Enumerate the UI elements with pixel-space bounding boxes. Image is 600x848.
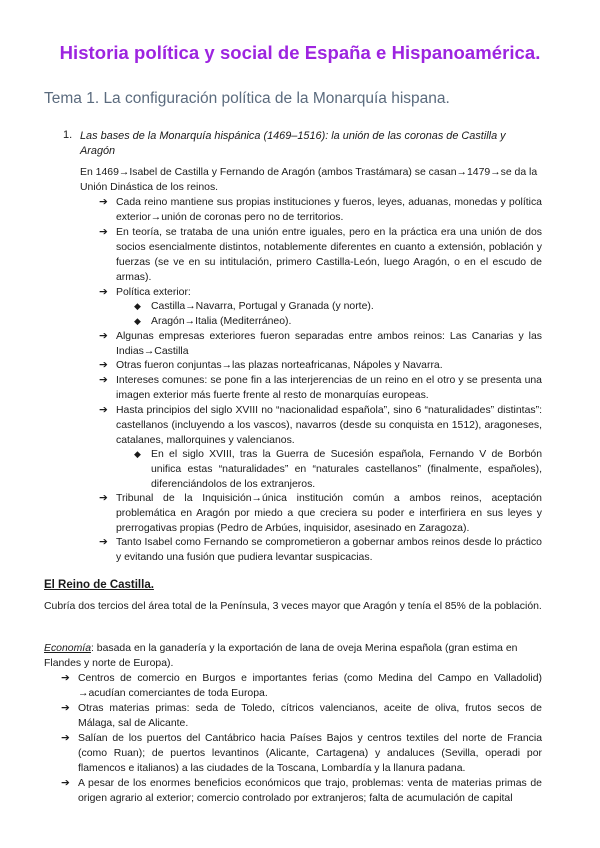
document-title: Historia política y social de España e Hispanoamérica. <box>59 42 541 63</box>
bullet-item: A pesar de los enormes beneficios económicos que trajo, problemas: venta de materias primas de origen agrario al exterior; comercio controlado por extranjeros; falta de acumulación de capital <box>78 778 542 804</box>
bullet-arrow-icon: ➔ <box>61 777 70 789</box>
sub-bullet-item: En el siglo XVIII, tras la Guerra de Sucesión española, Fernando V de Borbón unifica estas “naturalidades” en “naturales castellanos” (finalmente, españoles), diferenciándolos de los extranjeros. <box>151 449 542 490</box>
economy-label: Economía <box>44 643 91 654</box>
bullet-item: Otras fueron conjuntas→las plazas norteafricanas, Nápoles y Navarra. <box>116 360 443 371</box>
section-title: Las bases de la Monarquía hispánica (1469–1516): la unión de las coronas de Castilla y Aragón <box>80 130 506 157</box>
bullet-arrow-icon: ➔ <box>99 330 108 342</box>
bullet-item: Otras materias primas: seda de Toledo, cítricos valencianos, aceite de oliva, frutos secos de Málaga, sal de Alicante. <box>78 703 542 729</box>
diamond-bullet-icon: ◆ <box>134 449 141 459</box>
castilla-intro: Cubría dos tercios del área total de la Península, 3 veces mayor que Aragón y tenía el 85% de la población. <box>44 601 542 612</box>
bullet-arrow-icon: ➔ <box>99 404 108 416</box>
bullet-item: Hasta principios del siglo XVIII no “nacionalidad española”, sino 6 “naturalidades” distintas”: castellanos (incluyendo a los vascos), navarros (desde su conquista en 1512), aragoneses, catalanes, mallorquines y valencianos. <box>116 405 542 446</box>
bullet-item: Tanto Isabel como Fernando se comprometieron a gobernar ambos reinos desde lo práctico y evitando una fusión que pudiera levantar suspicacias. <box>116 537 542 563</box>
bullet-item: Salían de los puertos del Cantábrico hacia Países Bajos y centros textiles del norte de Francia (como Ruan); de puertos levantinos (Alicante, Cartagena) y andaluces (Sevilla, operadi por flamencos e italianos) a las ciudades de la Toscana, Lombardía y la llanura padana. <box>78 733 542 774</box>
economy-paragraph <box>44 641 542 671</box>
bullet-arrow-icon: ➔ <box>61 732 70 744</box>
sub-bullet-item: Aragón→Italia (Mediterráneo). <box>151 316 292 327</box>
bullet-arrow-icon: ➔ <box>99 196 108 208</box>
economy-text: : basada en la ganadería y la exportación de lana de oveja Merina española (gran estima en Flandes y norte de Europa). <box>44 643 518 669</box>
bullet-arrow-icon: ➔ <box>99 286 108 298</box>
bullet-item: Cada reino mantiene sus propias instituciones y fueros, leyes, aduanas, monedas y política exterior→unión de coronas pero no de territorios. <box>116 197 542 223</box>
bullet-item: En teoría, se trataba de una unión entre iguales, pero en la práctica era una unión de dos socios esencialmente distintos, notablemente diferentes en cuanto a extensión, población y fuerzas (se ve en su intitulación, primero Castilla-León, luego Aragón, o en el escudo de armas). <box>116 227 542 283</box>
section-heading: El Reino de Castilla. <box>44 579 154 591</box>
intro-paragraph: En 1469→Isabel de Castilla y Fernando de Aragón (ambos Trastámara) se casan→1479→se da la Unión Dinástica de los reinos. <box>80 167 538 193</box>
bullet-arrow-icon: ➔ <box>99 374 108 386</box>
bullet-item: Intereses comunes: se pone fin a las interjerencias de un reino en el otro y se presenta una imagen exterior más fuerte frente al resto de monarquías europeas. <box>116 375 542 401</box>
bullet-item: Política exterior: <box>116 287 191 298</box>
bullet-item: Centros de comercio en Burgos e importantes ferias (como Medina del Campo en Valladolid) →acudían comerciantes de toda Europa. <box>78 673 542 699</box>
bullet-arrow-icon: ➔ <box>61 702 70 714</box>
diamond-bullet-icon: ◆ <box>134 301 141 311</box>
bullet-item: Algunas empresas exteriores fueron separadas entre ambos reinos: Las Canarias y las Indias→Castilla <box>116 331 542 357</box>
bullet-arrow-icon: ➔ <box>99 536 108 548</box>
diamond-bullet-icon: ◆ <box>134 316 141 326</box>
bullet-item: Tribunal de la Inquisición→única institución común a ambos reinos, aceptación problemática en Aragón por miedo a que creciera su poder e interfiriera en sus leyes y prerrogativas propias (Pedro de Arbúes, inquisidor, asesinado en Zaragoza). <box>116 493 542 534</box>
sub-bullet-item: Castilla→Navarra, Portugal y Granada (y norte). <box>151 301 374 312</box>
bullet-arrow-icon: ➔ <box>99 359 108 371</box>
section-number: 1. <box>63 129 73 141</box>
bullet-arrow-icon: ➔ <box>99 226 108 238</box>
bullet-arrow-icon: ➔ <box>99 492 108 504</box>
topic-heading: Tema 1. La configuración política de la Monarquía hispana. <box>44 90 450 107</box>
bullet-arrow-icon: ➔ <box>61 672 70 684</box>
